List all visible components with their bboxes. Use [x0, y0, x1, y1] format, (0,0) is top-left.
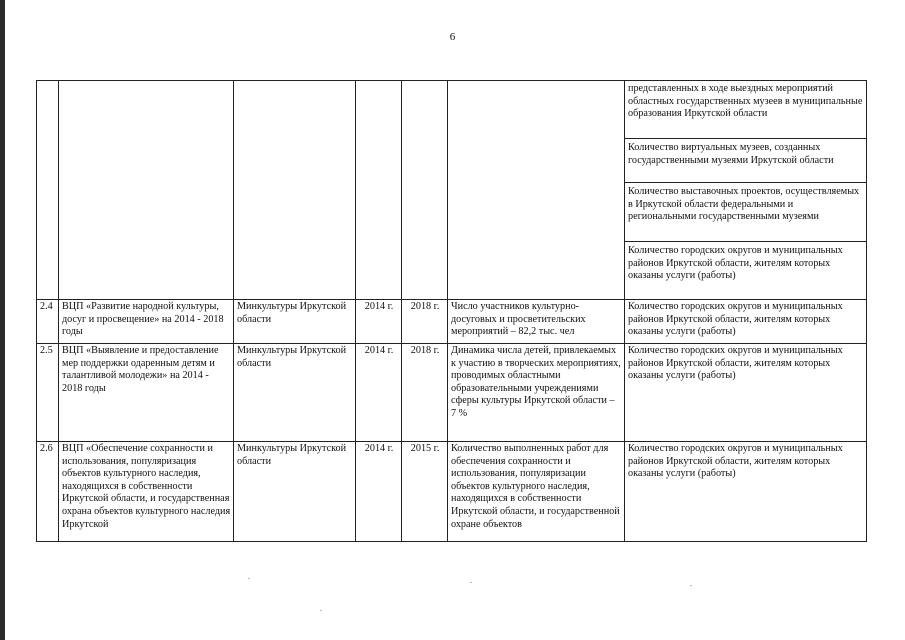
cell-end: 2018 г. [402, 344, 448, 442]
cell-indicators [625, 81, 867, 300]
cell-result: Динамика числа детей, привлекаемых к участию в творческих мероприятиях, проводимых областными образовательными учреждениями сферы культуры Иркутской области – 7 % [448, 344, 625, 442]
cell-end: 2015 г. [402, 442, 448, 542]
cell-executor: Минкультуры Иркутской области [234, 300, 356, 344]
program-table [36, 80, 867, 542]
cell-num: 2.5 [37, 344, 59, 442]
cell-start: 2014 г. [356, 442, 402, 542]
table-row [37, 300, 867, 344]
scan-speck [248, 578, 250, 579]
cell-start: 2014 г. [356, 344, 402, 442]
cell-end [402, 81, 448, 300]
cell-end: 2018 г. [402, 300, 448, 344]
cell-start: 2014 г. [356, 300, 402, 344]
cell-program [59, 81, 234, 300]
scan-left-edge [0, 0, 5, 640]
cell-result [448, 81, 625, 300]
cell-result: Количество выполненных работ для обеспечения сохранности и использования, популяризации объектов культурного наследия, находящихся в собственности Иркутской области, и государственной охране объектов [448, 442, 625, 542]
page-number: 6 [449, 31, 456, 43]
cell-executor: Минкультуры Иркутской области [234, 442, 356, 542]
scan-speck [320, 610, 322, 611]
cell-executor [234, 81, 356, 300]
cell-program: ВЦП «Выявление и предоставление мер поддержки одаренным детям и талантливой молодежи» на 2014 - 2018 годы [59, 344, 234, 442]
table-row [37, 344, 867, 442]
scan-speck [470, 582, 472, 583]
indicator-text: Количество виртуальных музеев, созданных государственными музеями Иркутской области [625, 138, 866, 179]
table-row [37, 81, 867, 300]
cell-indicator: Количество городских округов и муниципальных районов Иркутской области, жителям которых оказаны услуги (работы) [625, 300, 867, 344]
cell-result: Число участников культурно-досуговых и просветительских мероприятий – 82,2 тыс. чел [448, 300, 625, 344]
cell-start [356, 81, 402, 300]
indicator-text: представленных в ходе выездных мероприятий областных государственных музеев в муниципальные образования Иркутской области [628, 83, 863, 120]
indicator-text: Количество городских округов и муниципальных районов Иркутской области, жителям которых оказаны услуги (работы) [625, 241, 866, 283]
cell-num: 2.6 [37, 442, 59, 542]
table-row [37, 442, 867, 542]
cell-program: ВЦП «Развитие народной культуры, досуг и просвещение» на 2014 - 2018 годы [59, 300, 234, 344]
scan-speck [690, 585, 692, 586]
cell-indicator: Количество городских округов и муниципальных районов Иркутской области, жителям которых оказаны услуги (работы) [625, 442, 867, 542]
indicator-text: Количество выставочных проектов, осуществляемых в Иркутской области федеральными и региональными государственными музеями [625, 182, 866, 238]
cell-num: 2.4 [37, 300, 59, 344]
cell-executor: Минкультуры Иркутской области [234, 344, 356, 442]
cell-num [37, 81, 59, 300]
cell-indicator: Количество городских округов и муниципальных районов Иркутской области, жителям которых оказаны услуги (работы) [625, 344, 867, 442]
cell-program: ВЦП «Обеспечение сохранности и использования, популяризация объектов культурного наследия, находящихся в собственности Иркутской области, и государственная охрана объектов культурного наследия Иркутской [59, 442, 234, 542]
